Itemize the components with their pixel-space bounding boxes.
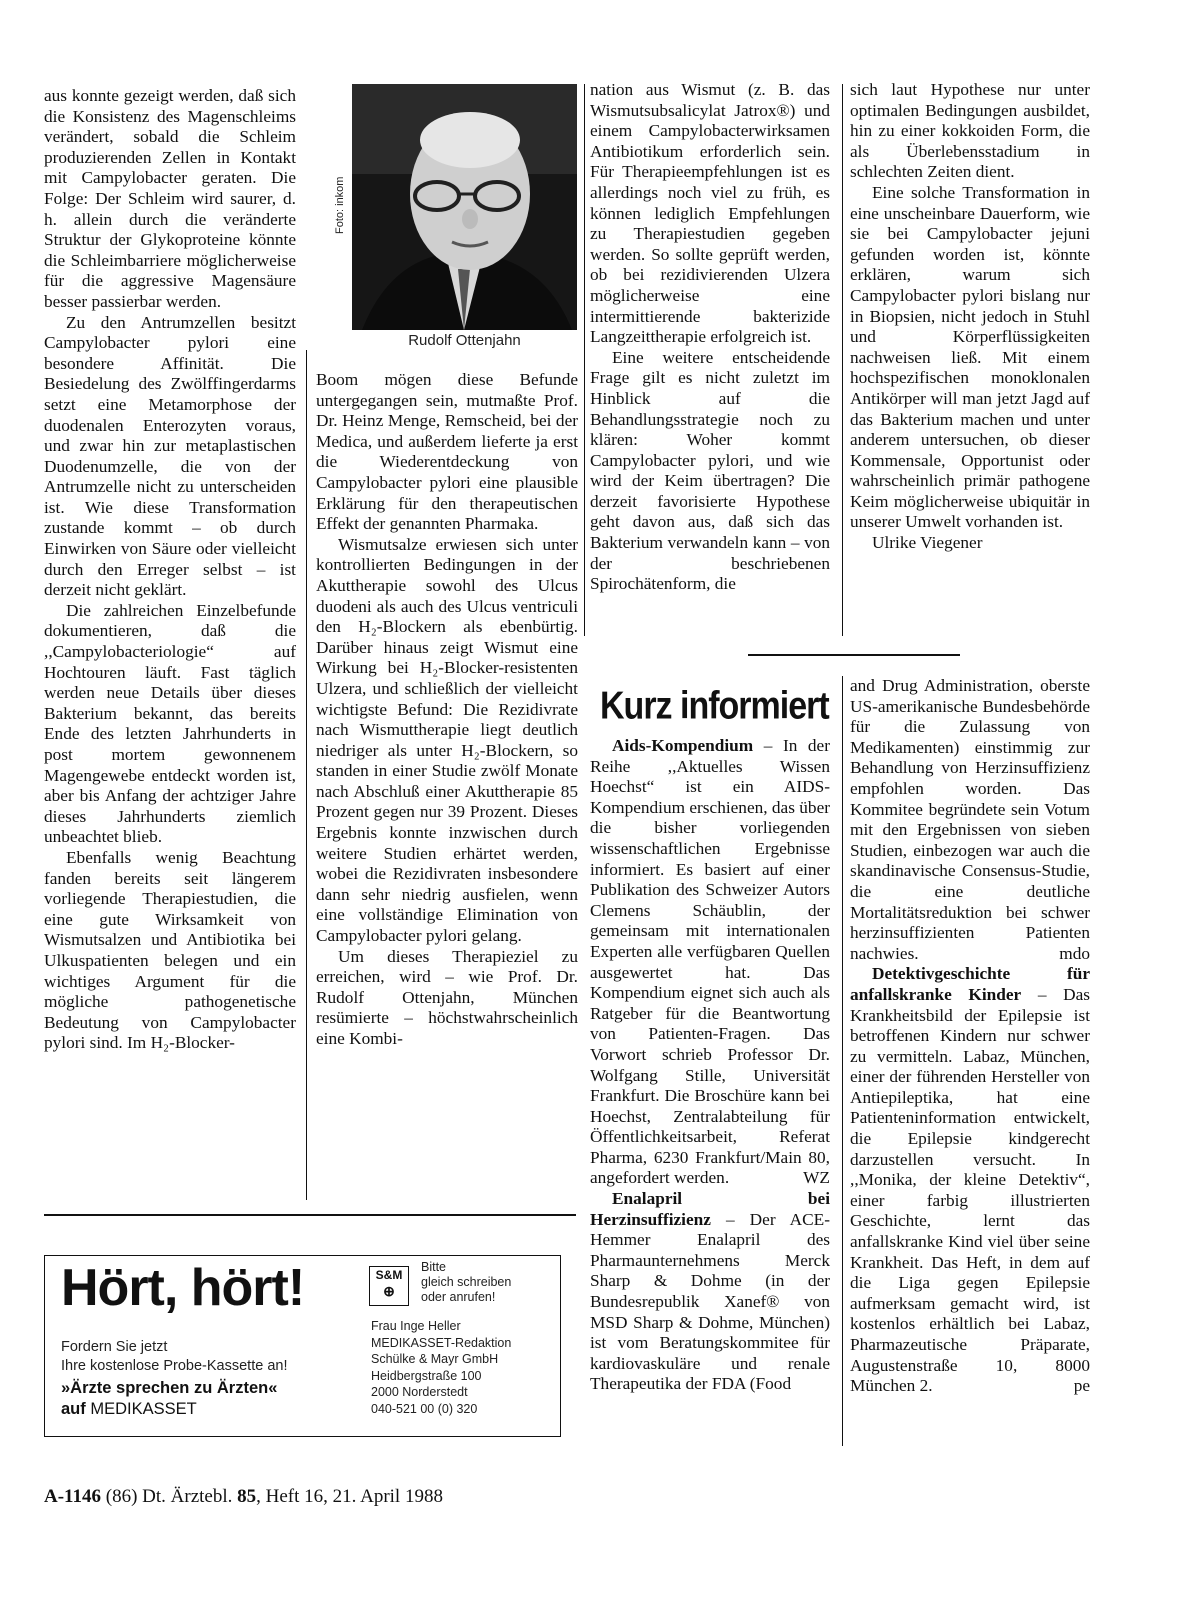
medikasset-brand: MEDIKASSET	[90, 1400, 197, 1418]
column-3	[590, 80, 830, 595]
news-item-text: – Der ACE-Hemmer Enalapril des Pharmaunternehmens Merck Sharp & Dohme (in der Bundesrepublik Xanef® von MSD Sharp & Dohme, München) ist vom Beratungskommitee für kardiovaskuläre und renale Therapeutika der FDA (Food	[590, 1209, 830, 1394]
news-item-text: – In der Reihe ,,Aktuelles Wissen Hoechst“ ist ein AIDS-Kompendium erschienen, das über die bisher vorliegenden wissenschaftlichen Ergebnisse informiert. Es basiert auf einer Publikation des Schweizer Autors Clemens Schäublin, der gemeinsam mit internationalen Experten alle verfügbaren Quellen ausgewertet hat. Das Kompendium eignet sich auch als Ratgeber für die Beantwortung von Patienten-Fragen. Das Vorwort schrieb Professor Dr. Wolfgang Stille, Universität Frankfurt. Die Broschüre kann bei Hoechst, Zentralabteilung für Öffentlichkeitsarbeit, Referat Pharma, 6230 Frankfurt/Main 80, angefordert werden.	[590, 736, 830, 1188]
paragraph: nation aus Wismut (z. B. das Wismutsubsalicylat Jatrox®) und einem Campylobacterwirksamen Antibiotikum erforderlich sein. Für Therapieempfehlungen ist es allerdings noch viel zu früh, es können lediglich Empfehlungen zu Therapiestudien gegeben werden. So sollte geprüft werden, ob bei rezidivierenden Ulzera möglicherweise eine intermittierende bakterizide Langzeittherapie erfolgreich ist.	[590, 80, 830, 347]
column-2	[316, 370, 578, 1050]
column-5	[590, 736, 830, 1395]
news-item-sign: WZ	[803, 1168, 830, 1188]
news-item-title: Detektivgeschichte für anfallskranke Kinder	[850, 964, 1090, 1004]
ad-top-rule	[44, 1214, 576, 1216]
news-item-text: and Drug Administration, oberste US-amerikanische Bundesbehörde für die Zulassung von Medikamenten) einstimmig zur Behandlung von Herzinsuffizienz empfohlen worden. Das Kommitee begründete sein Votum mit den Ergebnissen von sieben Studien, einbezogen war auch die skandinavische Consensus-Studie, die eine deutliche Mortalitätsreduktion bei schwer herzinsuffizienten Patienten nachwies.	[850, 676, 1090, 963]
ad-slogan	[61, 1378, 277, 1420]
news-item-sign: mdo	[1059, 943, 1090, 963]
ad-slogan-line: »Ärzte sprechen zu Ärzten«	[61, 1379, 278, 1397]
photo-caption: Rudolf Ottenjahn	[408, 332, 521, 349]
paragraph: Eine solche Transformation in eine unscheinbare Dauerform, wie sie bei Campylobacter jejuni gefunden worden ist, könnte erklären, warum sich Campylobacter pylori bislang nur in Biopsien, nicht jedoch in Stuhl und Körperflüssigkeiten nachweisen ließ. Mit einem hochspezifischen monoklonalen Antikörper will man jetzt Jagd auf das Bakterium machen und unter anderem untersuchen, ob dieser Kommensale, Opportunist oder wahrscheinlich primär pathogene Keim möglicherweise ubiquitär in unserer Umwelt vorhanden ist.	[850, 182, 1090, 532]
column-divider	[842, 676, 843, 1446]
paragraph: Ebenfalls wenig Beachtung fanden bereits seit längerem vorliegende Therapiestudien, die eine gute Wirksamkeit von Wismutsalzen und Antibiotika bei Ulkuspatienten belegen und ein wichtiges Argument für die mögliche pathogenetische Bedeutung von Campylobacter pylori sind. Im H₂-Blocker-	[44, 847, 296, 1053]
paragraph: aus konnte gezeigt werden, daß sich die Konsistenz des Magenschleims verändert, sobald die Schleim produzierenden Zellen in Kontakt mit Campylobacter geraten. Die Folge: Der Schleim wird saurer, d. h. allein durch die veränderte Struktur der Glykoproteine könnte die Schleimbarriere möglicherweise für die aggressive Magensäure besser passierbar werden.	[44, 86, 296, 311]
news-item-enalapril	[590, 1189, 830, 1395]
column-divider	[584, 84, 585, 636]
news-item-title: Enalapril bei Herzinsuffizienz	[590, 1189, 830, 1229]
news-item-text: – Das Krankheitsbild der Epilepsie ist betroffenen Kindern nur schwer zu vermitteln. Labaz, München, einer der führenden Hersteller von Antiepileptika, hat eine Patienteninformation entwickelt, die Epilepsie kindgerecht darzustellen versucht. In ,,Monika, der kleine Detektiv“, einer farbig illustrierten Geschichte, lernt das anfallskranke Kind viel über seine Krankheit. Das Heft, in dem auf die Liga gegen Epilepsie aufmerksam gemacht wird, ist kostenlos erhältlich bei Labaz, Pharmazeutische Präparate, Augustenstraße 10, 8000 München 2.	[850, 984, 1090, 1396]
ad-subtext	[61, 1338, 288, 1376]
section-heading: Kurz informiert	[600, 684, 829, 728]
ad-subtext-line: Fordern Sie jetzt	[61, 1339, 168, 1355]
author-signature: Ulrike Viegener	[872, 533, 983, 553]
journal-volume: 85	[237, 1486, 257, 1507]
ad-subtext-line: Ihre kostenlose Probe-Kassette an!	[61, 1358, 288, 1374]
page-footer: A-1146 (86) Dt. Ärztebl. 85, Heft 16, 21. April 1988	[44, 1486, 443, 1507]
column-1	[44, 86, 296, 1054]
news-item-title: Aids-Kompendium	[612, 736, 754, 755]
ad-call-to-action: Bitte gleich schreiben oder anrufen!	[421, 1260, 512, 1304]
column-4	[850, 80, 1090, 554]
paragraph: Die zahlreichen Einzelbefunde dokumentieren, daß die ,,Campylobacteriologie“ auf Hochtouren läuft. Fast täglich werden neue Details über dieses Bakterium bekannt, das bereits Ende des letzten Jahrhunderts in post mortem gewonnenem Magengewebe entdeckt worden ist, aber bis Anfang der achtziger Jahre dieses Jahrhunderts ziemlich unbeachtet blieb.	[44, 600, 296, 847]
news-item-aids	[590, 736, 830, 1189]
sm-logo-icon: S&M ⊕	[369, 1266, 409, 1306]
page-code: A-1146	[44, 1486, 101, 1507]
paragraph: Boom mögen diese Befunde untergegangen sein, mutmaßte Prof. Dr. Heinz Menge, Remscheid, bei der Medica, und außerdem lieferte ja erst die Wiederentdeckung von Campylobacter pylori eine plausible Erklärung für den therapeutischen Effekt der genannten Pharmaka.	[316, 370, 578, 534]
ad-address: Frau Inge Heller MEDIKASSET-Redaktion Schülke & Mayr GmbH Heidbergstraße 100 2000 Norderstedt 040-521 00 (0) 320	[371, 1319, 512, 1416]
column-divider	[306, 350, 307, 1200]
ad-headline: Hört, hört!	[61, 1259, 305, 1317]
author-photo-block	[334, 84, 577, 354]
column-6	[850, 676, 1090, 1397]
paragraph: Um dieses Therapieziel zu erreichen, wird – wie Prof. Dr. Rudolf Ottenjahn, München resümierte – höchstwahrscheinlich eine Kombi-	[316, 946, 578, 1048]
paragraph: sich laut Hypothese nur unter optimalen Bedingungen ausbildet, hin zu einer kokkoiden Form, die als Überlebensstadium in schlechten Zeiten dient.	[850, 80, 1090, 182]
section-rule	[748, 654, 960, 656]
news-item-detektiv	[850, 964, 1090, 1396]
advertisement	[44, 1255, 561, 1437]
paragraph: Eine weitere entscheidende Frage gilt es nicht zuletzt im Hinblick auf die Behandlungsstrategie noch zu klären: Woher kommt Campylobacter pylori, und wie wird der Keim übertragen? Die derzeit favorisierte Hypothese geht davon aus, daß sich das Bakterium verwandeln kann – von der beschriebenen Spirochätenform, die	[590, 347, 830, 594]
ad-slogan-line: auf MEDIKASSET	[61, 1400, 197, 1418]
news-item-sign: pe	[1073, 1376, 1090, 1396]
column-divider	[842, 84, 843, 636]
author-photo	[352, 84, 577, 330]
paragraph: Wismutsalze erwiesen sich unter kontrollierten Bedingungen in der Akuttherapie sowohl des Ulcus duodeni als auch des Ulcus ventriculi den H₂-Blockern als ebenbürtig. Darüber hinaus zeigt Wismut eine Wirkung bei H₂-Blocker-resistenten Ulzera, und schließlich der vielleicht wichtigste Befund: Die Rezidivrate nach Wismuttherapie liegt deutlich niedriger als unter H₂-Blockern, so standen in einer Studie zwölf Monate nach Abschluß einer Akuttherapie 85 Prozent gegen nur 39 Prozent. Dieses Ergebnis konnte inzwischen durch weitere Studien erhärtet werden, wobei die Rezidivraten insbesondere dann sehr niedrig ausfielen, wenn eine vollständige Elimination von Campylobacter pylori gelang.	[316, 534, 578, 946]
paragraph: Zu den Antrumzellen besitzt Campylobacter pylori eine besondere Affinität. Die Besiedelung des Zwölffingerdarms setzt eine Metamorphose der duodenalen Enterozyten voraus, und zwar hin zur metaplastischen Duodenumzelle, die von der Antrumzelle nicht zu unterscheiden ist. Wie diese Transformation zustande kommt – ob durch Einwirken von Säure oder vielleicht durch den Erreger selbst – ist derzeit nicht geklärt.	[44, 312, 296, 600]
news-item-enalapril-cont	[850, 676, 1090, 964]
photo-credit: Foto: inkom	[334, 176, 346, 234]
